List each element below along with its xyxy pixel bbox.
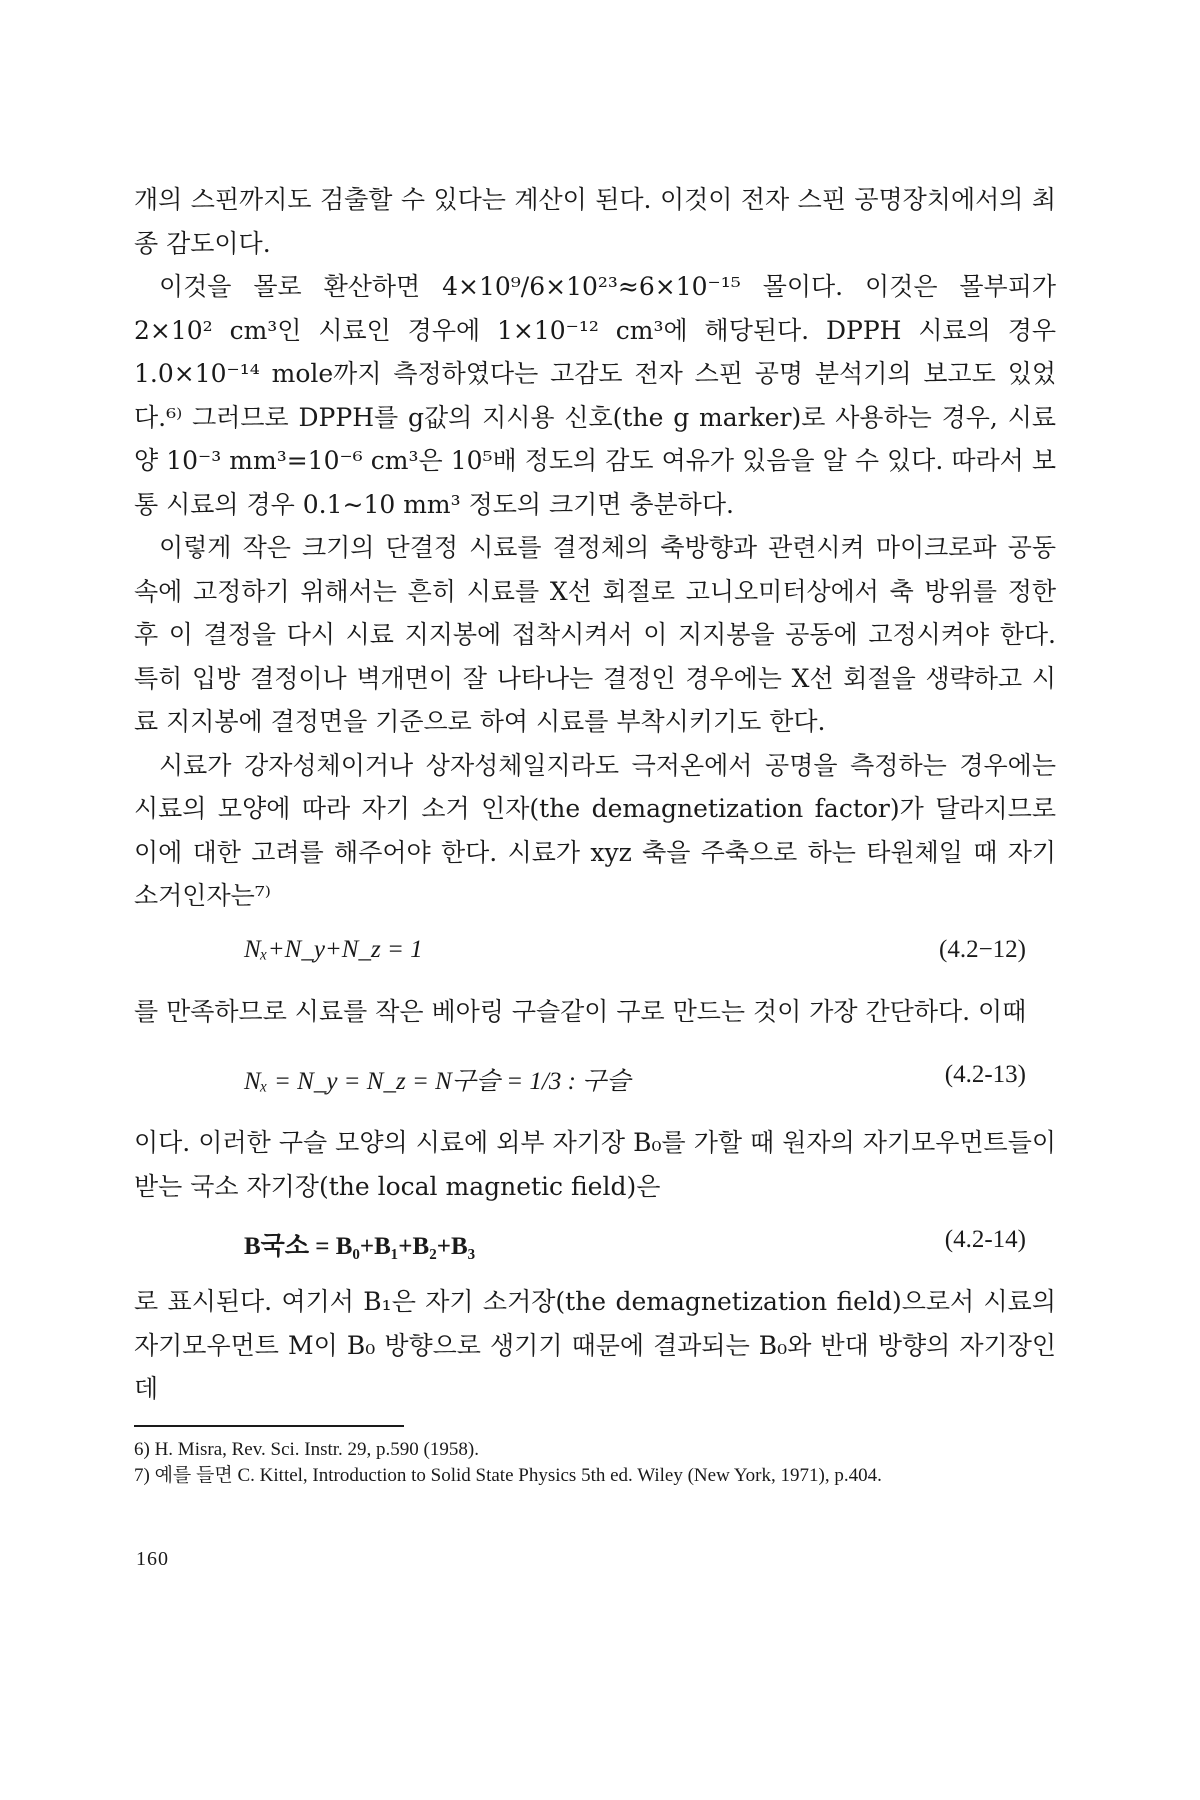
footnote-6: 6) H. Misra, Rev. Sci. Instr. 29, p.590 (1958). <box>134 1438 479 1460</box>
paragraph-demagnetization-field: 로 표시된다. 여기서 B₁은 자기 소거장(the demagnetization field)으로서 시료의 자기모우먼트 M이 B₀ 방향으로 생기기 때문에 결과되는 B₀와 반대 방향의 자기장인데 <box>134 1287 1056 1403</box>
paragraph-sphere: 를 만족하므로 시료를 작은 베아링 구슬같이 구로 만드는 것이 가장 간단하다. 이때 <box>134 996 1027 1026</box>
equation-4-2-12 <box>134 924 1056 984</box>
paragraph-spin-count: 개의 스핀까지도 검출할 수 있다는 계산이 된다. 이것이 전자 스핀 공명장치에서의 최종 감도이다. <box>134 185 1056 258</box>
paragraph-local-field: 이다. 이러한 구슬 모양의 시료에 외부 자기장 B₀를 가할 때 원자의 자기모우먼트들이 받는 국소 자기장(the local magnetic field)은 <box>134 1128 1056 1201</box>
paragraph-mole-conversion: 이것을 몰로 환산하면 4×10⁹/6×10²³≈6×10⁻¹⁵ 몰이다. 이것은 몰부피가 2×10² cm³인 시료인 경우에 1×10⁻¹² cm³에 해당된다. DPPH 시료의 경우 1.0×10⁻¹⁴ mole까지 측정하였다는 고감도 전자 스핀 공명 분석기의 보고도 있었다.⁶⁾ 그러므로 DPPH를 g값의 지시용 신호(the g marker)로 사용하는 경우, 시료 양 10⁻³ mm³=10⁻⁶ cm³은 10⁵배 정도의 감도 여유가 있음을 알 수 있다. 따라서 보통 시료의 경우 0.1∼10 mm³ 정도의 크기면 충분하다. <box>134 272 1056 519</box>
equation-formula: Nₓ+N_y+N_z = 1 <box>244 935 423 963</box>
equation-formula: B국소 = B₀+B₁+B₂+B₃ <box>244 1233 476 1260</box>
equation-formula: Nₓ = N_y = N_z = N구슬 = 1/3 : 구슬 <box>244 1068 631 1095</box>
equation-number: (4.2-14) <box>944 1226 1026 1253</box>
equation-number: (4.2−12) <box>939 935 1026 963</box>
paragraph-demagnetization: 시료가 강자성체이거나 상자성체일지라도 극저온에서 공명을 측정하는 경우에는 시료의 모양에 따라 자기 소거 인자(the demagnetization factor)가 달라지므로 이에 대한 고려를 해주어야 한다. 시료가 xyz 축을 주축으로 하는 타원체일 때 자기 소거인자는⁷⁾ <box>134 750 1056 910</box>
equation-4-2-14 <box>134 1214 1056 1274</box>
equation-4-2-13 <box>134 1039 1056 1115</box>
footnote-7: 7) 예를 들면 C. Kittel, Introduction to Solid State Physics 5th ed. Wiley (New York, 1971), p.404. <box>134 1464 882 1486</box>
footnote-divider <box>134 1425 404 1427</box>
paragraph-crystal-mounting: 이렇게 작은 크기의 단결정 시료를 결정체의 축방향과 관련시켜 마이크로파 공동 속에 고정하기 위해서는 흔히 시료를 X선 회절로 고니오미터상에서 축 방위를 정한 후 이 결정을 다시 시료 지지봉에 접착시켜서 이 지지봉을 공동에 고정시켜야 한다. 특히 입방 결정이나 벽개면이 잘 나타나는 결정인 경우에는 X선 회절을 생략하고 시료 지지봉에 결정면을 기준으로 하여 시료를 부착시키기도 한다. <box>134 533 1056 736</box>
book-page <box>134 178 1056 1489</box>
page-number: 160 <box>136 1548 169 1570</box>
equation-number: (4.2-13) <box>944 1061 1026 1088</box>
